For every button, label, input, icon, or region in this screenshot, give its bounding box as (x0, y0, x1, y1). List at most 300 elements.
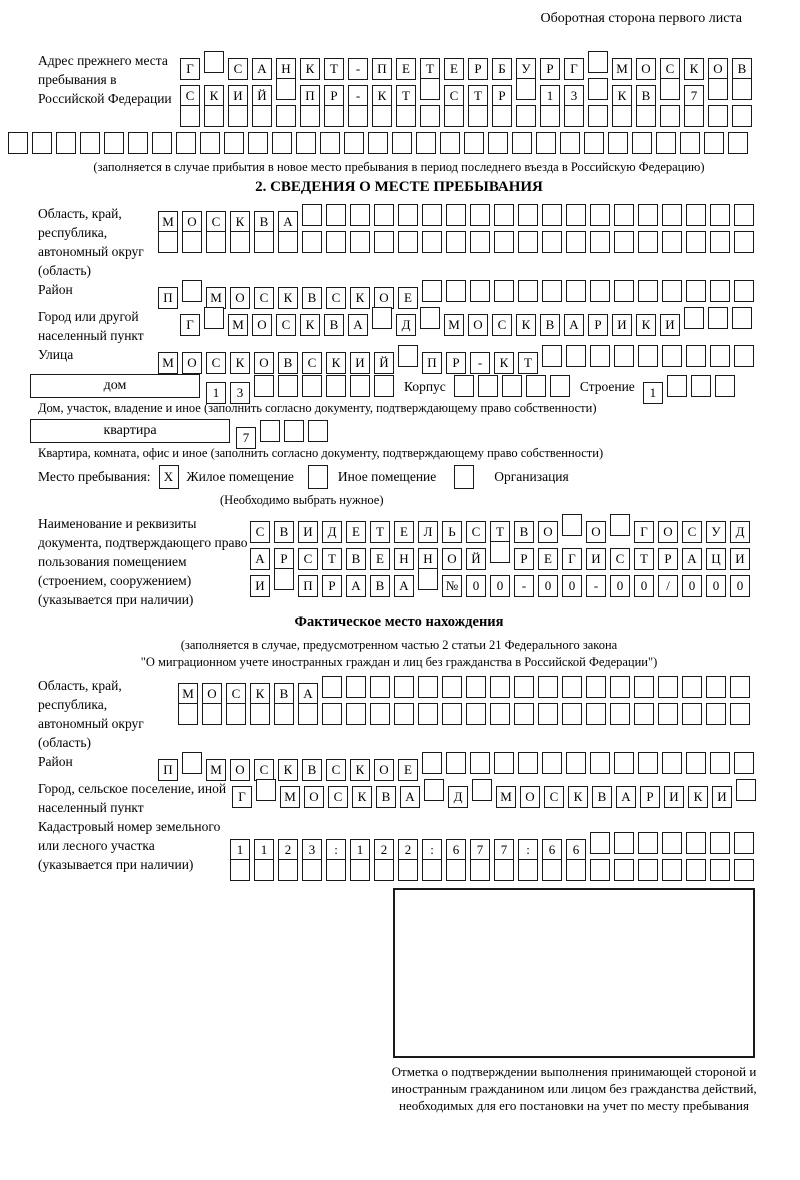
char-cell: И (730, 548, 750, 570)
char-cell (274, 568, 294, 590)
char-cell (204, 307, 224, 329)
char-cell: К (278, 759, 298, 781)
char-cell (248, 132, 268, 154)
char-cell: С (298, 548, 318, 570)
char-cell: Г (634, 521, 654, 543)
char-cell (566, 231, 586, 253)
char-cell (732, 105, 752, 127)
char-cell: Р (658, 548, 678, 570)
char-cell (392, 132, 412, 154)
char-cell (230, 231, 250, 253)
char-cell (228, 105, 248, 127)
char-cell: В (302, 759, 322, 781)
char-cell (370, 676, 390, 698)
char-cell: М (612, 58, 632, 80)
char-cell (656, 132, 676, 154)
char-cell: 0 (682, 575, 702, 597)
char-cell (518, 752, 538, 774)
char-cell: : (326, 839, 346, 861)
char-cell: И (660, 314, 680, 336)
char-cell: Р (540, 58, 560, 80)
char-cell (542, 859, 562, 881)
char-cell (494, 859, 514, 881)
char-cell (350, 375, 370, 397)
char-cell (662, 345, 682, 367)
char-cell (492, 105, 512, 127)
char-cell: Г (562, 548, 582, 570)
char-cell (350, 231, 370, 253)
prev-address-row-2 (180, 78, 756, 103)
char-cell: Д (730, 521, 750, 543)
char-cell: - (348, 85, 368, 107)
char-cell: Т (324, 58, 344, 80)
char-cell (614, 204, 634, 226)
char-cell: 1 (350, 839, 370, 861)
char-cell: В (254, 211, 274, 233)
prev-address-overflow-row (8, 132, 760, 154)
char-cell (662, 280, 682, 302)
char-cell (300, 105, 320, 127)
char-cell: 0 (610, 575, 630, 597)
prev-address-row-3 (180, 105, 756, 127)
char-cell (348, 105, 368, 127)
char-cell: № (442, 575, 462, 597)
char-cell: В (324, 314, 344, 336)
char-cell (518, 231, 538, 253)
char-cell: 3 (564, 85, 584, 107)
char-cell (422, 859, 442, 881)
char-cell: С (228, 58, 248, 80)
char-cell (276, 105, 296, 127)
prev-address-block (38, 51, 760, 132)
char-cell: Р (446, 352, 466, 374)
char-cell: А (400, 786, 420, 808)
char-cell (422, 204, 442, 226)
char-cell: Р (322, 575, 342, 597)
char-cell: К (300, 58, 320, 80)
char-cell (302, 231, 322, 253)
char-cell (416, 132, 436, 154)
char-cell (32, 132, 52, 154)
char-cell (490, 703, 510, 725)
char-cell (226, 703, 246, 725)
char-cell (422, 280, 442, 302)
char-cell (516, 105, 536, 127)
char-cell: О (468, 314, 488, 336)
document-row-2 (250, 541, 754, 566)
char-cell (710, 752, 730, 774)
prev-address-rows (180, 51, 756, 132)
char-cell (200, 132, 220, 154)
char-cell (684, 307, 704, 329)
char-cell: Г (564, 58, 584, 80)
char-cell: О (374, 759, 394, 781)
actual-city-block (38, 779, 760, 817)
char-cell: Д (396, 314, 416, 336)
char-cell: В (274, 683, 294, 705)
char-cell (708, 105, 728, 127)
char-cell: В (732, 58, 752, 80)
char-cell: 7 (236, 427, 256, 449)
char-cell: Е (398, 759, 418, 781)
char-cell (394, 703, 414, 725)
char-cell (586, 676, 606, 698)
char-cell (298, 703, 318, 725)
char-cell: У (516, 58, 536, 80)
char-cell: О (442, 548, 462, 570)
char-cell (658, 703, 678, 725)
char-cell (398, 204, 418, 226)
char-cell: К (250, 683, 270, 705)
char-cell (588, 51, 608, 73)
char-cell: 6 (542, 839, 562, 861)
char-cell: 2 (398, 839, 418, 861)
char-cell (538, 676, 558, 698)
char-cell: П (158, 287, 178, 309)
char-cell (182, 752, 202, 774)
char-cell (734, 752, 754, 774)
char-cell: Е (398, 287, 418, 309)
char-cell (254, 231, 274, 253)
region-rows (158, 204, 758, 258)
char-cell: О (254, 352, 274, 374)
char-cell: К (230, 352, 250, 374)
char-cell: Т (634, 548, 654, 570)
actual-district-row (158, 752, 758, 777)
char-cell (691, 375, 711, 397)
char-cell: С (328, 786, 348, 808)
char-cell: 7 (494, 839, 514, 861)
char-cell (490, 676, 510, 698)
char-cell (206, 231, 226, 253)
char-cell (8, 132, 28, 154)
char-cell: 7 (684, 85, 704, 107)
char-cell (667, 375, 687, 397)
char-cell: Д (322, 521, 342, 543)
char-cell (418, 568, 438, 590)
char-cell (542, 280, 562, 302)
char-cell (632, 132, 652, 154)
char-cell (326, 231, 346, 253)
char-cell: Г (180, 58, 200, 80)
char-cell: Н (276, 58, 296, 80)
char-cell (320, 132, 340, 154)
char-cell: С (326, 759, 346, 781)
char-cell: И (350, 352, 370, 374)
char-cell (682, 676, 702, 698)
char-cell: А (346, 575, 366, 597)
char-cell (658, 676, 678, 698)
char-cell: Р (588, 314, 608, 336)
char-cell: Ь (442, 521, 462, 543)
char-cell (104, 132, 124, 154)
char-cell: К (684, 58, 704, 80)
char-cell: Ц (706, 548, 726, 570)
char-cell (494, 752, 514, 774)
char-cell (494, 280, 514, 302)
actual-city-label: Город, сельское поселение, иной населенный пункт (38, 781, 227, 815)
char-cell (514, 676, 534, 698)
char-cell: К (326, 352, 346, 374)
actual-location-caption-line2: "О миграционном учете иностранных граждан и лиц без гражданства в Российской Федерации") (140, 655, 658, 669)
char-cell: : (422, 839, 442, 861)
char-cell (686, 859, 706, 881)
char-cell (734, 859, 754, 881)
apartment-cells (236, 420, 332, 445)
char-cell (610, 514, 630, 536)
char-cell (490, 541, 510, 563)
char-cell (638, 345, 658, 367)
char-cell (710, 280, 730, 302)
char-cell (420, 307, 440, 329)
char-cell (590, 204, 610, 226)
char-cell (470, 204, 490, 226)
char-cell: Т (322, 548, 342, 570)
place-type-label: Место пребывания: (38, 469, 151, 484)
char-cell: Е (444, 58, 464, 80)
char-cell: В (540, 314, 560, 336)
char-cell (566, 204, 586, 226)
char-cell (542, 345, 562, 367)
char-cell: Т (420, 58, 440, 80)
char-cell: А (564, 314, 584, 336)
actual-district-label: Район (38, 754, 73, 769)
char-cell (590, 280, 610, 302)
char-cell (662, 204, 682, 226)
char-cell (398, 859, 418, 881)
actual-region-label: Область, край, республика, автономный округ (область) (38, 678, 144, 750)
char-cell: О (708, 58, 728, 80)
char-cell: М (496, 786, 516, 808)
char-cell (466, 676, 486, 698)
char-cell (260, 420, 280, 442)
char-cell: К (352, 786, 372, 808)
char-cell (442, 676, 462, 698)
char-cell: А (298, 683, 318, 705)
place-type-note: (Необходимо выбрать нужное) (220, 493, 384, 507)
char-cell (638, 859, 658, 881)
char-cell (470, 859, 490, 881)
char-cell: С (610, 548, 630, 570)
char-cell (302, 375, 322, 397)
char-cell (470, 752, 490, 774)
char-cell (466, 703, 486, 725)
char-cell: А (616, 786, 636, 808)
document-row-3 (250, 568, 754, 593)
cadastral-row-1 (230, 832, 758, 857)
char-cell (734, 832, 754, 854)
char-cell: К (204, 85, 224, 107)
char-cell (586, 703, 606, 725)
char-cell: Е (370, 548, 390, 570)
char-cell (278, 231, 298, 253)
char-cell: Й (466, 548, 486, 570)
char-cell (562, 676, 582, 698)
char-cell (182, 280, 202, 302)
city-label: Город или другой населенный пункт (38, 309, 144, 343)
char-cell (736, 779, 756, 801)
char-cell (418, 703, 438, 725)
char-cell (614, 280, 634, 302)
actual-region-row-1 (178, 676, 754, 701)
char-cell: О (520, 786, 540, 808)
char-cell (566, 280, 586, 302)
char-cell (562, 514, 582, 536)
char-cell: А (348, 314, 368, 336)
char-cell (324, 105, 344, 127)
char-cell (80, 132, 100, 154)
char-cell: М (228, 314, 248, 336)
char-cell: П (372, 58, 392, 80)
char-cell (326, 204, 346, 226)
char-cell (682, 703, 702, 725)
char-cell (346, 703, 366, 725)
actual-district-block (38, 752, 760, 779)
char-cell (374, 375, 394, 397)
char-cell (398, 345, 418, 367)
page-side-note: Оборотная сторона первого листа (540, 11, 742, 26)
char-cell: В (592, 786, 612, 808)
apartment-caption: Квартира, комната, офис и иное (заполнить согласно документу, подтверждающему право собственности) (38, 446, 604, 460)
char-cell (732, 307, 752, 329)
char-cell (350, 204, 370, 226)
char-cell (440, 132, 460, 154)
char-cell (278, 375, 298, 397)
char-cell (152, 132, 172, 154)
char-cell (374, 859, 394, 881)
apartment-type-box: квартира (30, 419, 230, 443)
char-cell (662, 859, 682, 881)
char-cell (470, 280, 490, 302)
char-cell: Л (418, 521, 438, 543)
region-row-1 (158, 204, 758, 229)
char-cell (464, 132, 484, 154)
char-cell: В (278, 352, 298, 374)
char-cell (478, 375, 498, 397)
char-cell: А (394, 575, 414, 597)
char-cell (446, 204, 466, 226)
char-cell: И (612, 314, 632, 336)
char-cell (272, 132, 292, 154)
char-cell (710, 859, 730, 881)
char-cell: И (250, 575, 270, 597)
char-cell: И (712, 786, 732, 808)
char-cell (638, 204, 658, 226)
char-cell (322, 703, 342, 725)
char-cell (662, 832, 682, 854)
char-cell (322, 676, 342, 698)
char-cell (660, 78, 680, 100)
char-cell (562, 703, 582, 725)
stroenie-cells (643, 375, 739, 400)
char-cell (662, 231, 682, 253)
char-cell: С (544, 786, 564, 808)
char-cell (538, 703, 558, 725)
char-cell (396, 105, 416, 127)
char-cell (684, 105, 704, 127)
char-cell (372, 105, 392, 127)
char-cell: 0 (490, 575, 510, 597)
char-cell: В (346, 548, 366, 570)
char-cell: И (228, 85, 248, 107)
char-cell: Д (448, 786, 468, 808)
char-cell (398, 231, 418, 253)
prev-address-label: Адрес прежнего места пребывания в Российской Федерации (38, 53, 172, 106)
char-cell: П (298, 575, 318, 597)
char-cell (686, 752, 706, 774)
char-cell (662, 752, 682, 774)
char-cell: В (514, 521, 534, 543)
actual-location-title: Фактическое место нахождения (294, 614, 504, 630)
char-cell: Е (538, 548, 558, 570)
char-cell: М (280, 786, 300, 808)
char-cell (566, 345, 586, 367)
place-type-line (38, 465, 760, 489)
char-cell (588, 78, 608, 100)
char-cell (418, 676, 438, 698)
char-cell: Т (518, 352, 538, 374)
char-cell: У (706, 521, 726, 543)
char-cell: Г (180, 314, 200, 336)
char-cell (614, 859, 634, 881)
char-cell: М (178, 683, 198, 705)
char-cell: С (206, 211, 226, 233)
char-cell (526, 375, 546, 397)
char-cell (566, 752, 586, 774)
char-cell: - (470, 352, 490, 374)
char-cell (514, 703, 534, 725)
char-cell: С (444, 85, 464, 107)
char-cell: : (518, 839, 538, 861)
street-label: Улица (38, 347, 74, 362)
char-cell: Г (232, 786, 252, 808)
district-block (38, 280, 760, 307)
char-cell: Т (468, 85, 488, 107)
char-cell (494, 204, 514, 226)
char-cell (706, 676, 726, 698)
char-cell (686, 345, 706, 367)
char-cell (442, 703, 462, 725)
district-row (158, 280, 758, 305)
char-cell (446, 752, 466, 774)
char-cell (542, 204, 562, 226)
char-cell: И (586, 548, 606, 570)
actual-region-row-2 (178, 703, 754, 725)
char-cell: Р (640, 786, 660, 808)
char-cell: Р (274, 548, 294, 570)
option-label-residential: Жилое помещение (186, 469, 294, 484)
char-cell: 6 (446, 839, 466, 861)
char-cell (446, 859, 466, 881)
char-cell: О (658, 521, 678, 543)
cadastral-label: Кадастровый номер земельного или лесного участка (указывается при наличии) (38, 819, 221, 872)
char-cell (710, 204, 730, 226)
char-cell: С (660, 58, 680, 80)
char-cell (274, 703, 294, 725)
char-cell: 1 (230, 839, 250, 861)
char-cell (284, 420, 304, 442)
char-cell (276, 78, 296, 100)
char-cell: О (182, 352, 202, 374)
char-cell (176, 132, 196, 154)
char-cell (550, 375, 570, 397)
char-cell (494, 231, 514, 253)
char-cell (128, 132, 148, 154)
char-cell: В (636, 85, 656, 107)
char-cell (178, 703, 198, 725)
char-cell (728, 132, 748, 154)
char-cell (468, 105, 488, 127)
